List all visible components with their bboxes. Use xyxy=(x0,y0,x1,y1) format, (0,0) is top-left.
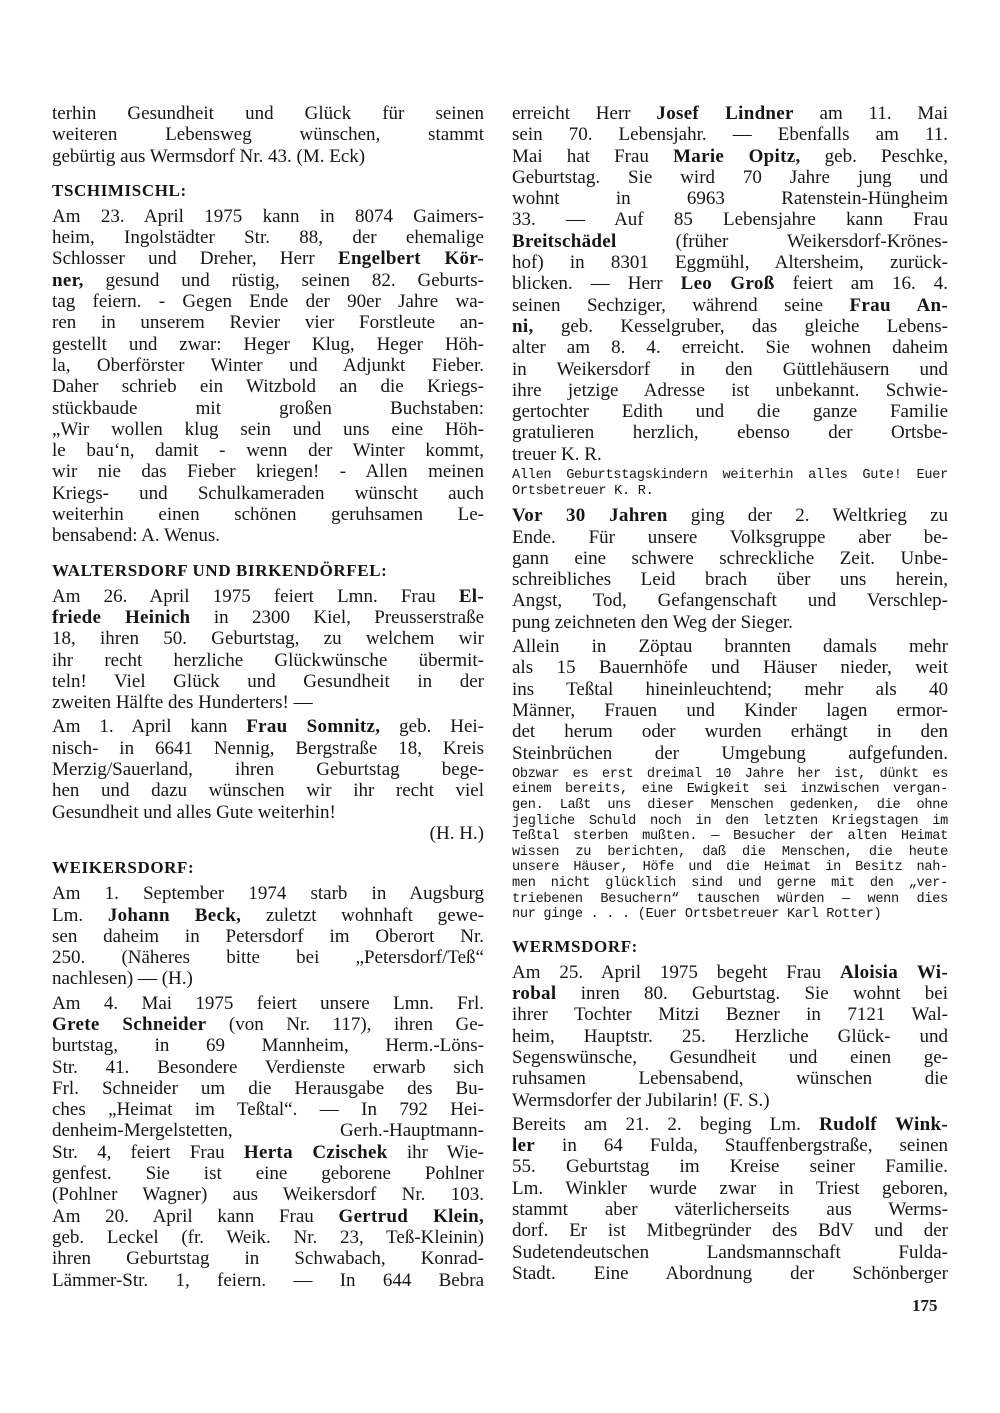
text-line xyxy=(52,692,484,713)
text-segment: heim, Hauptstr. 25. Herzliche Glück- und xyxy=(512,1025,948,1047)
text-line xyxy=(52,628,484,649)
text-segment: Sudetendeutschen Landsmannschaft Fulda- xyxy=(512,1241,948,1263)
text-line xyxy=(52,291,484,312)
bold-name: ner, xyxy=(52,269,84,291)
text-segment: Segenswünsche, Gesundheit und einen ge- xyxy=(512,1046,948,1068)
text-segment: denheim-Mergelstetten, Gerh.-Hauptmann- xyxy=(52,1120,484,1142)
text-segment: blicken. — Herr xyxy=(512,273,681,295)
bold-name: Breitschädel xyxy=(512,230,617,252)
text-line xyxy=(52,716,484,737)
text-segment: Merzig/Sauerland, ihren Geburtstag bege- xyxy=(52,759,484,781)
text-line xyxy=(512,814,948,830)
section-heading: WEIKERSDORF: xyxy=(52,858,195,878)
text-line xyxy=(52,650,484,671)
text-segment: inren 80. Geburtstag. Sie wohnt bei xyxy=(556,983,948,1005)
text-segment: Str. 4, feiert Frau xyxy=(52,1141,244,1163)
bold-name: Grete Schneider xyxy=(52,1013,207,1035)
text-segment: ruhsamen Lebensabend, wünschen die xyxy=(512,1068,948,1090)
text-line xyxy=(52,1014,484,1035)
text-segment: Frl. Schneider um die Herausgabe des Bu- xyxy=(52,1077,484,1099)
text-segment: 55. Geburtstag im Kreise seiner Familie. xyxy=(512,1156,948,1178)
text-line xyxy=(512,380,948,401)
text-line xyxy=(512,1220,948,1241)
small-print-paragraph xyxy=(512,468,948,499)
text-segment: Lm. xyxy=(52,904,108,926)
text-segment: la, Oberförster Winter und Adjunkt Fieber. xyxy=(52,354,484,376)
bold-name: Rudolf Wink- xyxy=(819,1113,948,1135)
text-line xyxy=(52,440,484,461)
text-line xyxy=(52,993,484,1014)
paragraph xyxy=(52,103,484,167)
text-line xyxy=(52,607,484,628)
text-line xyxy=(52,103,484,124)
text-line xyxy=(52,759,484,780)
text-segment: sen daheim in Petersdorf im Oberort Nr. xyxy=(52,925,484,947)
paragraph xyxy=(512,962,948,1111)
text-line xyxy=(512,316,948,337)
text-segment: triebenen Besuchern“ tauschen würden — wenn dies xyxy=(512,891,948,907)
text-segment: (Pohlner Wagner) aus Weikersdorf Nr. 103. xyxy=(52,1184,484,1206)
text-line xyxy=(52,419,484,440)
text-line xyxy=(512,1004,948,1025)
text-line xyxy=(52,968,484,989)
text-line xyxy=(512,798,948,814)
text-line xyxy=(512,505,948,526)
text-segment: einem bereits, eine Ewigkeit sei inzwischen vergan- xyxy=(512,782,948,798)
text-segment: ren in unserem Revier vier Forstleute an- xyxy=(52,312,484,334)
text-line xyxy=(52,312,484,333)
text-segment: ihrer Tochter Mitzi Bezner in 7121 Wal- xyxy=(512,1004,948,1026)
text-segment: Allein in Zöptau brannten damals mehr xyxy=(512,636,948,658)
text-segment: gebürtig aus Wermsdorf Nr. 43. (M. Eck) xyxy=(52,145,366,167)
text-segment: Bereits am 21. 2. beging Lm. xyxy=(512,1113,820,1135)
text-segment: heim, Ingolstädter Str. 88, der ehemalige xyxy=(52,227,484,249)
text-line xyxy=(512,612,948,633)
text-line xyxy=(52,227,484,248)
text-segment: Ende. Für unsere Volksgruppe aber be- xyxy=(512,526,948,548)
text-line xyxy=(512,527,948,548)
text-line xyxy=(52,1120,484,1141)
text-segment: Daher schrieb ein Witzbold an die Kriegs- xyxy=(52,376,484,398)
text-segment: Am 1. September 1974 starb in Augsburg xyxy=(52,883,484,905)
text-line xyxy=(512,700,948,721)
text-segment: ging der 2. Weltkrieg zu xyxy=(667,505,949,527)
text-line xyxy=(512,252,948,273)
text-segment: zweiten Hälfte des Hunderters! — xyxy=(52,692,313,714)
text-segment: Schlosser und Dreher, Herr xyxy=(52,248,338,270)
text-line xyxy=(52,947,484,968)
bold-name: Frau Somnitz, xyxy=(246,716,381,738)
text-line xyxy=(512,743,948,764)
text-line xyxy=(512,907,948,923)
paragraph xyxy=(52,206,484,547)
text-line xyxy=(512,1068,948,1089)
bold-name: Engelbert Kör- xyxy=(337,248,484,270)
bold-name: Aloisia Wi- xyxy=(839,961,949,983)
text-line xyxy=(512,422,948,443)
text-line xyxy=(512,1047,948,1068)
text-line xyxy=(512,679,948,700)
text-segment: gertochter Edith und die ganze Familie xyxy=(512,401,948,423)
text-line xyxy=(512,892,948,908)
text-segment: ins Teßtal hineinleuchtend; mehr als 40 xyxy=(512,678,948,700)
text-segment: (von Nr. 117), ihren Ge- xyxy=(206,1013,484,1035)
text-segment: terhin Gesundheit und Glück für seinen xyxy=(52,103,484,124)
text-line xyxy=(512,209,948,230)
text-segment: pung zeichneten den Weg der Sieger. xyxy=(512,611,793,633)
text-segment: ihren Geburtstag in Schwabach, Konrad- xyxy=(52,1248,484,1270)
text-segment: tag feiern. - Gegen Ende der 90er Jahre wa- xyxy=(52,291,484,313)
text-line xyxy=(512,962,948,983)
text-line xyxy=(512,983,948,1004)
text-segment: Allen Geburtstagskindern weiterhin alles Gute! Euer xyxy=(512,468,948,484)
text-line xyxy=(512,1242,948,1263)
text-line xyxy=(512,590,948,611)
text-segment: Männer, Frauen und Kinder lagen ermor- xyxy=(512,699,948,721)
text-segment: in Weikersdorf in den Güttlehäusern und xyxy=(512,358,948,380)
text-line xyxy=(512,548,948,569)
bold-name: Herta Czischek xyxy=(243,1141,388,1163)
text-segment: Wermsdorfer der Jubilarin! (F. S.) xyxy=(512,1089,770,1111)
text-segment: geb. Hei- xyxy=(380,716,484,738)
text-segment: alter am 8. 4. erreicht. Sie wohnen daheim xyxy=(512,337,948,359)
text-line xyxy=(52,504,484,525)
text-segment: hof) in 8301 Eggmühl, Altersheim, zurück- xyxy=(512,252,948,274)
text-segment: le bau‘n, damit - wenn der Winter kommt, xyxy=(52,440,484,462)
text-line xyxy=(52,883,484,904)
text-line xyxy=(512,146,948,167)
text-line xyxy=(512,484,948,500)
text-line xyxy=(512,273,948,294)
text-line xyxy=(512,188,948,209)
text-segment: jegliche Schuld noch in den letzten Kriegstagen im xyxy=(512,813,948,829)
text-line xyxy=(512,767,948,783)
text-segment: nisch- in 6641 Nennig, Bergstraße 18, Kreis xyxy=(52,737,484,759)
text-line xyxy=(512,1178,948,1199)
text-segment: Am 4. Mai 1975 feiert unsere Lmn. Frl. xyxy=(52,992,484,1014)
bold-name: Johann Beck, xyxy=(107,904,242,926)
author-signature: (H. H.) xyxy=(429,822,484,844)
text-segment: Obzwar es erst dreimal 10 Jahre her ist, dünkt es xyxy=(512,766,948,782)
text-line xyxy=(512,468,948,484)
text-line xyxy=(52,334,484,355)
text-segment: ihr recht herzliche Glückwünsche übermit- xyxy=(52,649,484,671)
text-segment: Am 23. April 1975 kann in 8074 Gaimers- xyxy=(52,205,484,227)
text-segment: treuer K. R. xyxy=(512,443,602,465)
bold-name: Josef Lindner xyxy=(656,103,794,124)
bold-name: Marie Opitz, xyxy=(673,145,801,167)
text-segment: feiert am 16. 4. xyxy=(774,273,949,295)
text-line xyxy=(52,248,484,269)
text-line xyxy=(512,1135,948,1156)
text-line xyxy=(52,1099,484,1120)
text-line xyxy=(512,124,948,145)
text-segment: wohnt in 6963 Ratenstein-Hüngheim xyxy=(512,188,948,210)
text-segment: Gesundheit und alles Gute weiterhin! xyxy=(52,801,336,823)
text-segment: weiteren Lebensweg wünschen, stammt xyxy=(52,124,484,146)
text-line xyxy=(512,103,948,124)
text-line xyxy=(52,1248,484,1269)
bold-name: robal xyxy=(512,983,557,1005)
bold-name: ler xyxy=(512,1135,536,1157)
text-line xyxy=(52,1078,484,1099)
text-line xyxy=(512,829,948,845)
text-line xyxy=(512,860,948,876)
text-segment: wir nie das Fieber kriegen! - Allen meinen xyxy=(52,461,484,483)
text-line xyxy=(512,569,948,590)
text-segment: geb. Peschke, xyxy=(800,145,948,167)
bold-name: El- xyxy=(458,585,484,607)
text-segment: Lm. Winkler wurde zwar in Triest geboren, xyxy=(512,1177,948,1199)
text-segment: schreibliches Leid brach über uns herein, xyxy=(512,569,948,591)
text-line xyxy=(52,905,484,926)
text-line xyxy=(52,1206,484,1227)
text-segment: unsere Häuser, Höfe und die Heimat in Besitz nah- xyxy=(512,860,948,876)
text-segment: teln! Viel Glück und Gesundheit in der xyxy=(52,670,484,692)
text-line xyxy=(512,845,948,861)
section-heading: WERMSDORF: xyxy=(512,936,638,956)
text-segment: gratulieren herzlich, ebenso der Ortsbe- xyxy=(512,422,948,444)
text-segment: Lämmer-Str. 1, feiern. — In 644 Bebra xyxy=(52,1269,484,1291)
text-segment: in 2300 Kiel, Preusserstraße xyxy=(190,606,485,628)
text-segment: Am 26. April 1975 feiert Lmn. Frau xyxy=(52,585,459,607)
text-segment: geb. Kesselgruber, das gleiche Lebens- xyxy=(533,315,948,337)
text-line xyxy=(52,376,484,397)
text-line xyxy=(52,1270,484,1291)
text-line xyxy=(512,782,948,798)
text-line xyxy=(512,657,948,678)
text-segment: gestellt und zwar: Heger Klug, Heger Höh- xyxy=(52,333,484,355)
text-segment: dorf. Er ist Mitbegründer des BdV und der xyxy=(512,1220,948,1242)
paragraph xyxy=(512,103,948,465)
text-line xyxy=(512,1090,948,1111)
text-line xyxy=(52,355,484,376)
bold-name: Leo Groß xyxy=(680,273,775,295)
paragraph xyxy=(512,636,948,764)
paragraph xyxy=(52,716,484,844)
text-line xyxy=(52,780,484,801)
text-segment: gen. Laßt uns dieser Menschen gedenken, die ohne xyxy=(512,797,948,813)
text-line xyxy=(512,295,948,316)
text-line xyxy=(512,359,948,380)
bold-name: Gertrud Klein, xyxy=(338,1205,484,1227)
text-segment: Angst, Tod, Gefangenschaft und Verschlep- xyxy=(512,590,948,612)
text-line xyxy=(52,1163,484,1184)
section-heading: TSCHIMISCHL: xyxy=(52,180,187,200)
bold-name: ni, xyxy=(512,315,534,337)
text-line xyxy=(512,1026,948,1047)
text-line xyxy=(512,1156,948,1177)
text-segment: Am 1. April kann xyxy=(52,716,247,738)
text-line xyxy=(52,586,484,607)
text-segment: (früher Weikersdorf-Krönes- xyxy=(616,230,948,252)
text-segment: erreicht Herr xyxy=(512,103,657,124)
text-segment: Mai hat Frau xyxy=(512,145,674,167)
text-segment: am 11. Mai xyxy=(793,103,948,124)
text-segment: stückbaude mit großen Buchstaben: xyxy=(52,397,484,419)
text-line xyxy=(52,146,484,167)
text-segment: als 15 Bauernhöfe und Häuser nieder, weit xyxy=(512,657,948,679)
text-line xyxy=(52,1057,484,1078)
text-segment: Stadt. Eine Abordnung der Schönberger xyxy=(512,1262,948,1284)
text-segment: weiterhin einen schönen geruhsamen Le- xyxy=(52,504,484,526)
text-segment: nur ginge . . . (Euer Ortsbetreuer Karl Rotter) xyxy=(512,907,882,923)
text-segment: burtstag, in 69 Mannheim, Herm.-Löns- xyxy=(52,1035,484,1057)
page-number: 175 xyxy=(912,1296,938,1315)
text-line xyxy=(52,124,484,145)
text-line xyxy=(52,483,484,504)
paragraph xyxy=(52,993,484,1291)
text-segment: Am 20. April kann Frau xyxy=(52,1205,339,1227)
right-column xyxy=(512,103,948,1287)
text-segment: nachlesen) — (H.) xyxy=(52,968,193,990)
bold-name: Vor 30 Jahren xyxy=(512,505,668,527)
text-line xyxy=(52,1035,484,1056)
text-segment: Teßtal sterben mußten. — Besucher der alten Heimat xyxy=(512,829,948,845)
text-segment: zuletzt wohnhaft gewe- xyxy=(241,904,484,926)
text-segment: sein 70. Lebensjahr. — Ebenfalls am 11. xyxy=(512,124,948,146)
text-line xyxy=(52,398,484,419)
small-print-paragraph xyxy=(512,767,948,923)
text-segment: Kriegs- und Schulkameraden wünscht auch xyxy=(52,482,484,504)
text-segment: ches „Heimat im Teßtal“. — In 792 Hei- xyxy=(52,1099,484,1121)
text-segment: men nicht glücklich sind und gerne mit den „ver- xyxy=(512,875,948,891)
text-segment: Steinbrüchen der Umgebung aufgefunden. xyxy=(512,742,948,764)
text-segment: ihre jetzige Adresse ist unbekannt. Schwie- xyxy=(512,379,948,401)
text-line xyxy=(52,270,484,291)
paragraph xyxy=(512,505,948,633)
text-line xyxy=(52,525,484,546)
text-line xyxy=(52,802,484,823)
section-heading: WALTERSDORF UND BIRKENDÖRFEL: xyxy=(52,560,388,580)
text-line xyxy=(512,401,948,422)
text-line xyxy=(52,1227,484,1248)
text-line xyxy=(512,1199,948,1220)
text-line xyxy=(512,721,948,742)
text-segment: 18, ihren 50. Geburtstag, zu welchem wir xyxy=(52,628,484,650)
text-line xyxy=(52,738,484,759)
text-segment: Str. 41. Besondere Verdienste erwarb sich xyxy=(52,1056,484,1078)
text-line xyxy=(52,206,484,227)
text-segment: „Wir wollen klug sein und uns eine Höh- xyxy=(52,418,484,440)
text-line xyxy=(512,231,948,252)
text-segment: Am 25. April 1975 begeht Frau xyxy=(512,961,840,983)
text-segment: stammt aber väterlicherseits aus Werms- xyxy=(512,1199,948,1220)
paragraph xyxy=(52,883,484,989)
text-line xyxy=(52,926,484,947)
text-line xyxy=(512,444,948,465)
text-line xyxy=(52,461,484,482)
paragraph xyxy=(52,586,484,714)
text-segment: in 64 Fulda, Stauffenbergstraße, seinen xyxy=(535,1135,948,1157)
text-line xyxy=(52,671,484,692)
text-segment: genfest. Sie ist eine geborene Pohlner xyxy=(52,1163,484,1185)
text-segment: gesund und rüstig, seinen 82. Geburts- xyxy=(83,269,484,291)
text-segment: gann eine schwere schreckliche Zeit. Unbe- xyxy=(512,547,948,569)
text-line xyxy=(512,1263,948,1284)
text-segment: hen und dazu wünschen wir ihr recht viel xyxy=(52,780,484,802)
text-segment: ihr Wie- xyxy=(387,1141,485,1163)
text-line xyxy=(512,876,948,892)
text-segment: bensabend: A. Wenus. xyxy=(52,525,221,547)
bold-name: Frau An- xyxy=(849,294,948,316)
text-line xyxy=(512,337,948,358)
text-line xyxy=(512,1114,948,1135)
text-segment: seinen Sechziger, während seine xyxy=(512,294,850,316)
paragraph xyxy=(512,1114,948,1284)
text-segment: Ortsbetreuer K. R. xyxy=(512,483,654,499)
left-column xyxy=(52,103,484,1294)
text-line xyxy=(52,1142,484,1163)
text-segment: 250. (Näheres bitte bei „Petersdorf/Teß“ xyxy=(52,947,484,969)
bold-name: friede Heinich xyxy=(52,606,191,628)
text-line xyxy=(52,1184,484,1205)
text-line xyxy=(512,167,948,188)
text-segment: det herum oder wurden erhängt in den xyxy=(512,721,948,743)
text-segment: wissen zu berichten, daß die Menschen, die heute xyxy=(512,844,948,860)
text-segment: geb. Leckel (fr. Weik. Nr. 23, Teß-Kleinin) xyxy=(52,1226,484,1248)
text-segment: 33. — Auf 85 Lebensjahre kann Frau xyxy=(512,209,948,231)
text-segment: Geburtstag. Sie wird 70 Jahre jung und xyxy=(512,166,948,188)
text-line xyxy=(512,636,948,657)
